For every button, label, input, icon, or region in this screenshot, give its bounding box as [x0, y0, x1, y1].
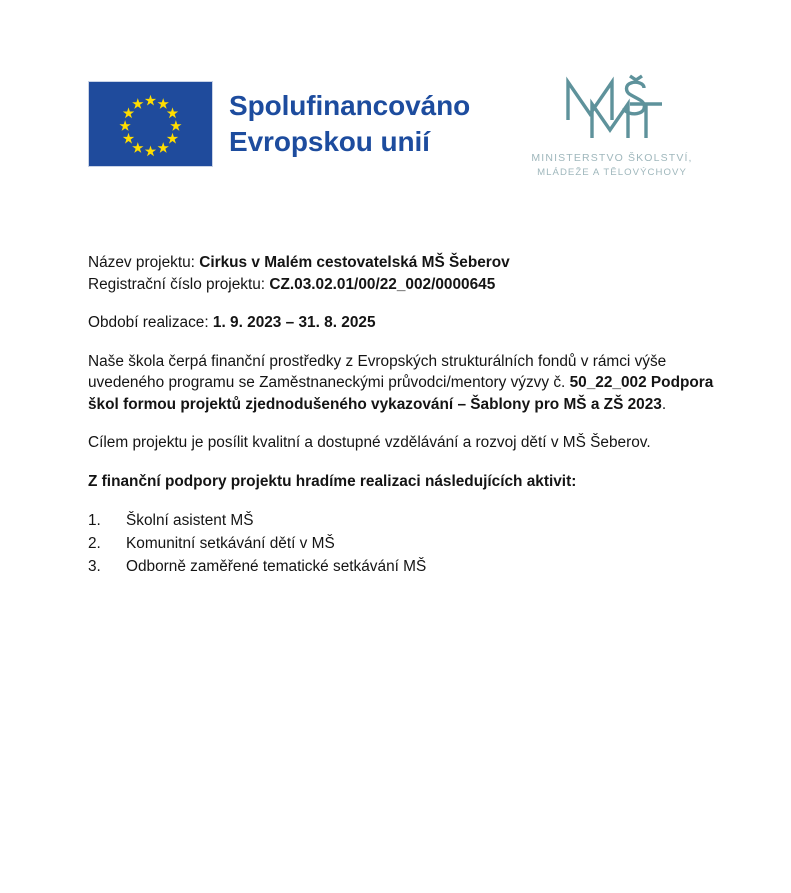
project-name-label: Název projektu:: [88, 254, 200, 271]
list-item: [88, 532, 736, 555]
project-name-line: [88, 252, 736, 274]
eu-cofunding-logo: [88, 81, 470, 167]
project-identification-block: [88, 252, 736, 295]
realization-period-block: [88, 312, 736, 334]
goal-paragraph-block: [88, 432, 736, 454]
eu-wordmark: [229, 88, 470, 160]
document-body: [88, 252, 736, 578]
logo-band: [0, 68, 791, 188]
registration-number-value: CZ.03.02.01/00/22_002/0000645: [269, 275, 496, 293]
list-item-label: Komunitní setkávání dětí v MŠ: [126, 535, 335, 552]
funding-paragraph-end: .: [661, 395, 667, 413]
list-item-label: Školní asistent MŠ: [126, 512, 254, 529]
list-item: [88, 555, 736, 578]
funding-paragraph: [88, 351, 736, 416]
msmt-subtitle: [512, 151, 712, 180]
list-item-number: 3.: [88, 558, 101, 575]
activities-list: [88, 509, 736, 578]
msmt-subtitle-line1: MINISTERSTVO ŠKOLSTVÍ,: [531, 152, 693, 164]
funding-paragraph-block: [88, 351, 736, 416]
list-item-label: Odborně zaměřené tematické setkávání MŠ: [126, 558, 427, 575]
msmt-subtitle-line2: MLÁDEŽE A TĚLOVÝCHOVY: [537, 167, 687, 179]
activities-heading: [88, 471, 736, 493]
activities-heading-text: Z finanční podpory projektu hradíme realizaci následujících aktivit:: [88, 472, 577, 490]
funding-call-name: 50_22_002 Podpora škol formou projektů zjednodušeného vykazování – Šablony pro MŠ a ZŠ 2023: [88, 374, 714, 413]
goal-paragraph: Cílem projektu je posílit kvalitní a dostupné vzdělávání a rozvoj dětí v MŠ Šeberov.: [88, 434, 651, 451]
list-item: [88, 509, 736, 532]
eu-wordmark-line1: Spolufinancováno: [229, 90, 471, 122]
list-item-number: 1.: [88, 512, 101, 529]
msmt-logo: [512, 74, 712, 180]
registration-number-label: Registrační číslo projektu:: [88, 275, 270, 293]
realization-period-label: Období realizace:: [88, 314, 213, 331]
realization-period-value: 1. 9. 2023 – 31. 8. 2025: [212, 314, 376, 331]
project-name-value: Cirkus v Malém cestovatelská MŠ Šeberov: [199, 254, 510, 271]
registration-number-line: [88, 274, 736, 296]
activities-heading-block: [88, 471, 736, 493]
realization-period-line: [88, 312, 736, 334]
eu-flag-icon: [88, 81, 213, 167]
list-item-number: 2.: [88, 535, 101, 552]
msmt-monogram-icon: [552, 74, 672, 146]
eu-wordmark-line2: Evropskou unií: [229, 126, 430, 157]
funding-paragraph-intro: Naše škola čerpá finanční prostředky z Evropských strukturálních fondů v rámci výše uvedeného programu se Zaměstnaneckými průvodci/mentory výzvy č.: [88, 352, 667, 391]
